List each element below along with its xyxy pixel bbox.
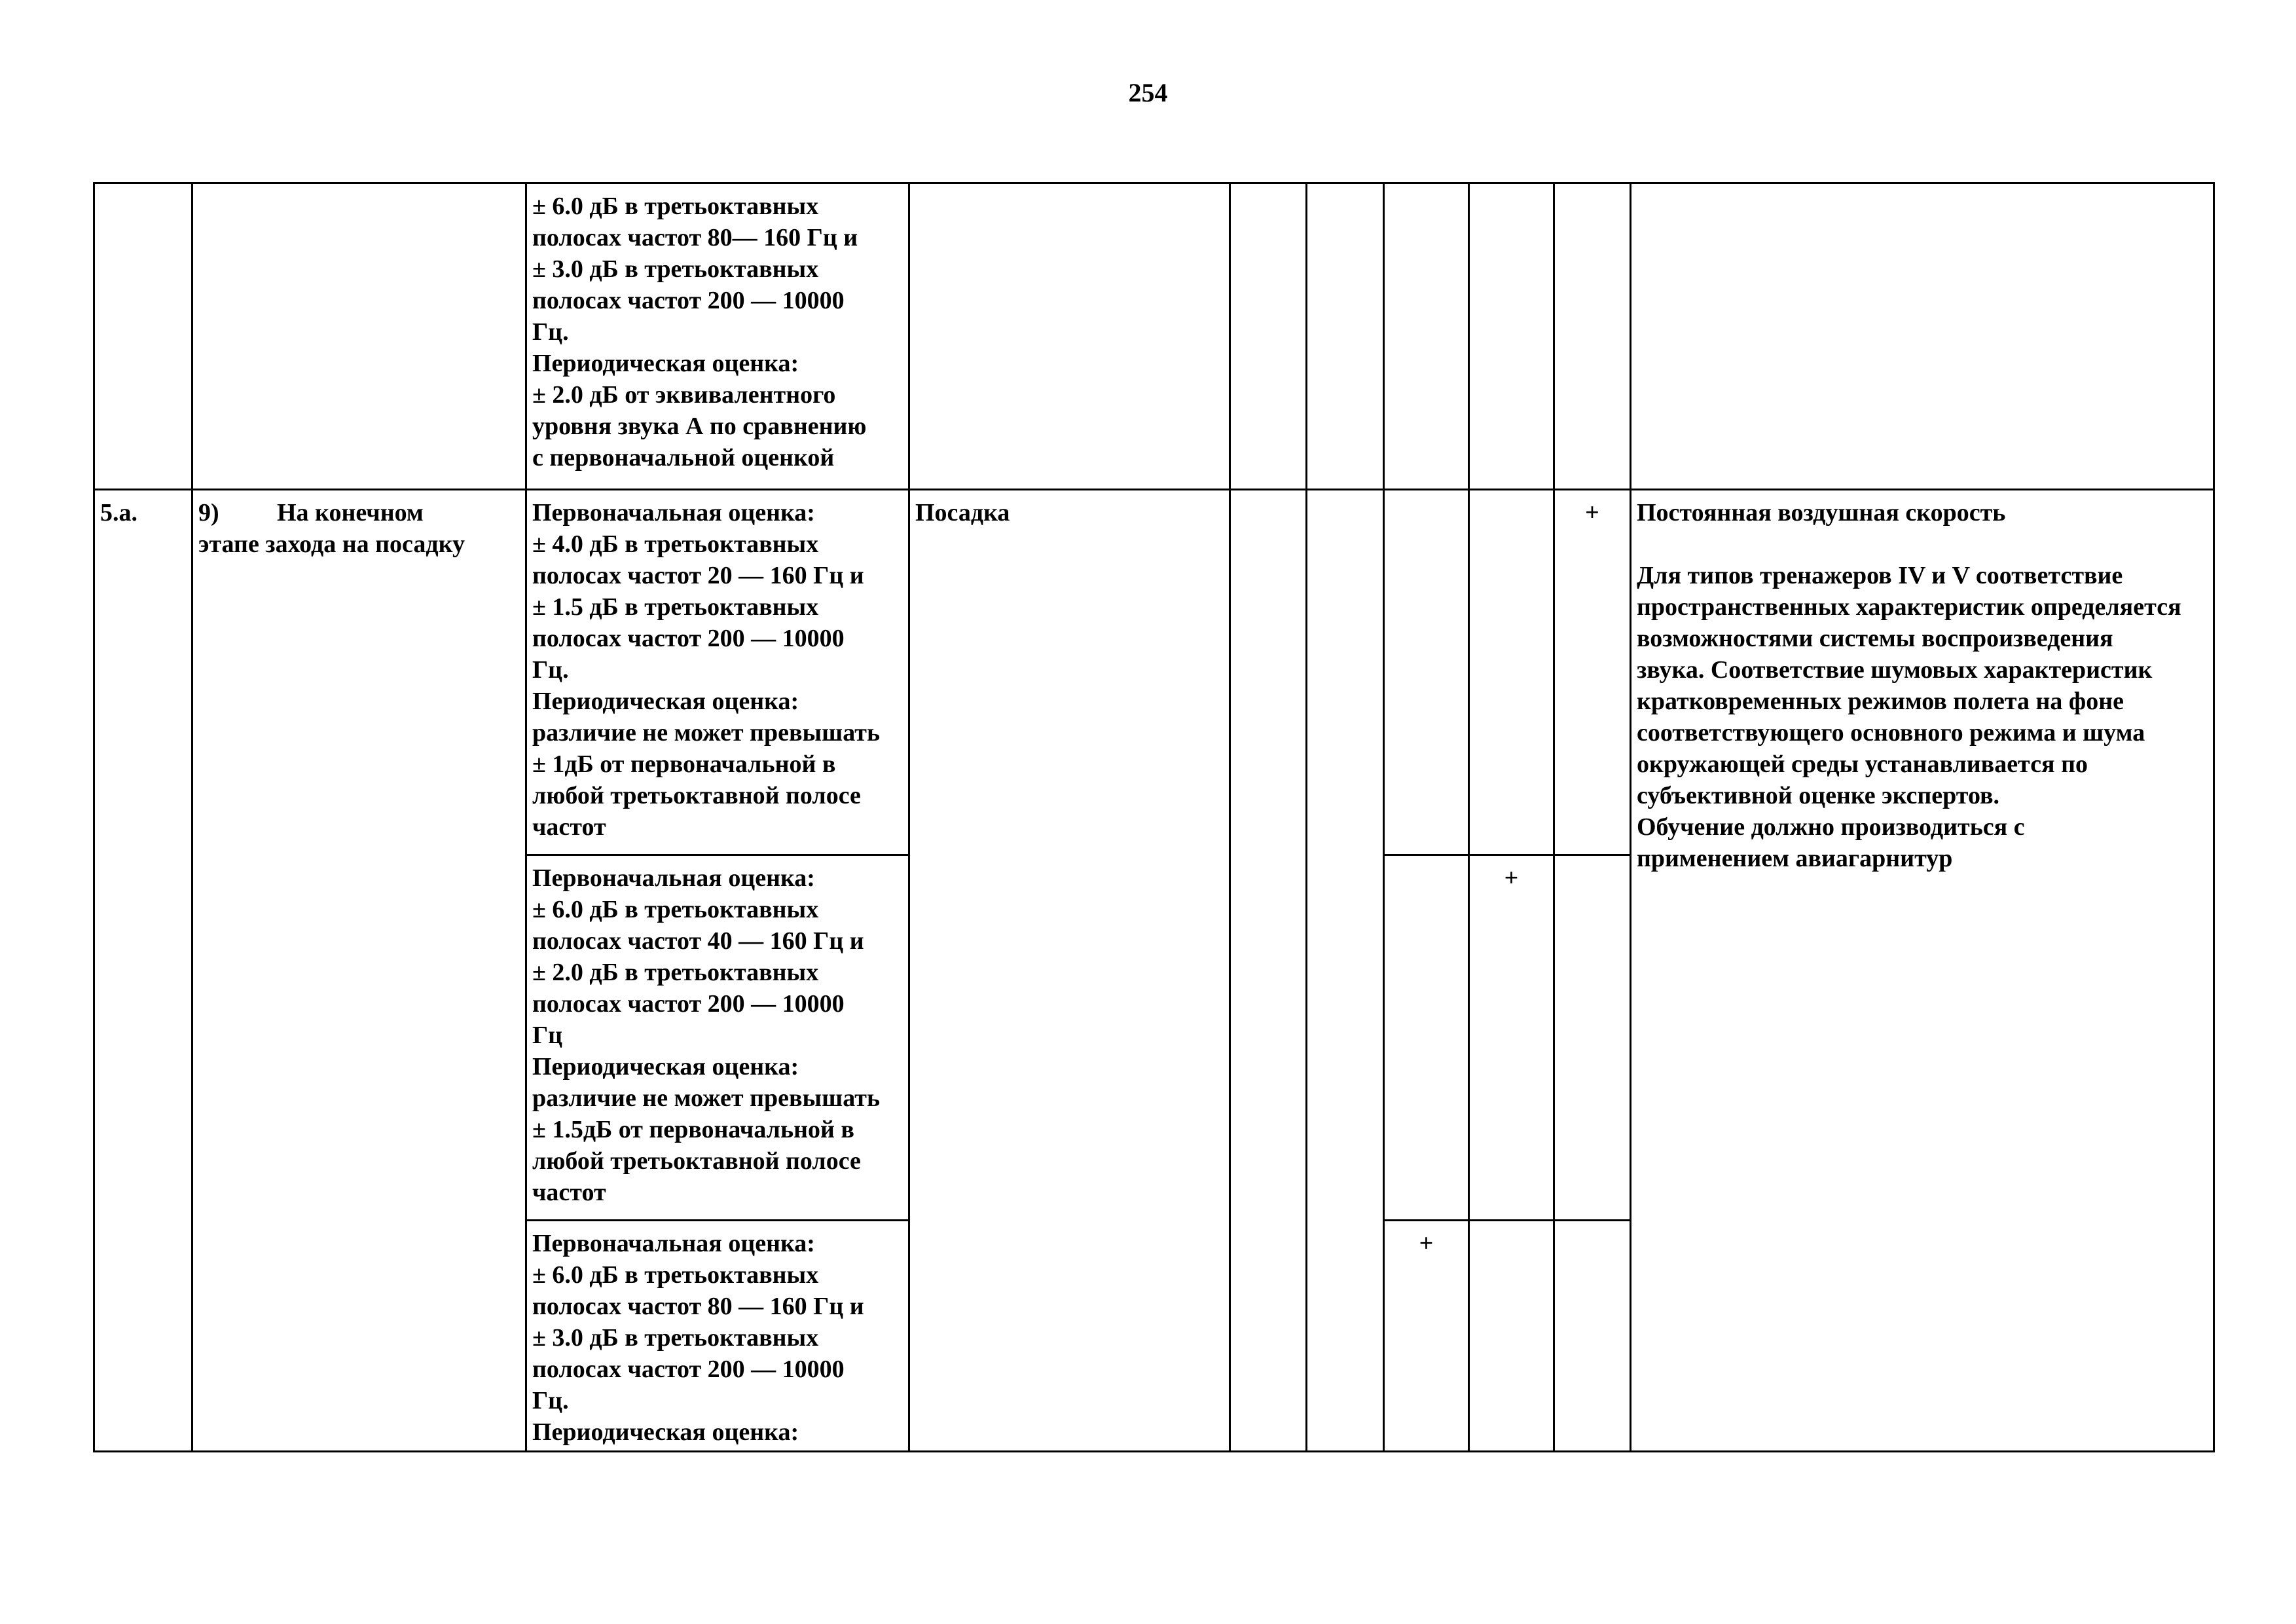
criteria-line: Гц. — [532, 1387, 569, 1414]
criteria-line: ± 1.5 дБ в третьоктавных — [532, 593, 819, 621]
type-column-5 — [1554, 183, 1631, 490]
type-mark-cell: + — [1554, 490, 1631, 855]
criteria-line: Гц. — [532, 656, 569, 684]
criteria-line: Периодическая оценка: — [532, 1418, 799, 1446]
criteria-line: различие не может превышать — [532, 1084, 881, 1112]
criteria-cell — [526, 855, 909, 1221]
item-text: На конечном — [277, 499, 424, 526]
criteria-line: уровня звука А по сравнению — [532, 413, 867, 440]
remarks-cell — [1631, 490, 2214, 1452]
type-column-3 — [1384, 183, 1469, 490]
criteria-line: полосах частот 200 — 10000 — [532, 990, 845, 1018]
remarks-line: применением авиагарнитур — [1637, 845, 1953, 872]
criteria-line: ± 6.0 дБ в третьоктавных — [532, 1261, 819, 1289]
criteria-line: любой третьоктавной полосе — [532, 782, 861, 809]
remarks-line: пространственных характеристик определяется — [1637, 593, 2181, 621]
criteria-line: ± 1дБ от первоначальной в — [532, 750, 836, 778]
criteria-cell — [526, 183, 909, 490]
table-row — [94, 490, 2214, 855]
criteria-line: ± 2.0 дБ от эквивалентного — [532, 381, 836, 409]
remarks-cell — [1631, 183, 2214, 490]
type-mark-cell: + — [1384, 1221, 1469, 1452]
criteria-line: частот — [532, 813, 606, 841]
remarks-line: окружающей среды устанавливается по — [1637, 750, 2088, 778]
criteria-line: Периодическая оценка: — [532, 688, 799, 715]
type-mark-cell: + — [1469, 855, 1554, 1221]
remarks-line: кратковременных режимов полета на фоне — [1637, 688, 2124, 715]
type-mark-cell — [1384, 855, 1469, 1221]
continuation-row — [94, 183, 2214, 490]
type-column-1 — [1230, 183, 1307, 490]
condition-cell — [909, 183, 1230, 490]
criteria-cell — [526, 490, 909, 855]
type-column-2 — [1307, 183, 1384, 490]
criteria-line: Периодическая оценка: — [532, 350, 799, 377]
type-column-1 — [1230, 490, 1307, 1452]
criteria-line: ± 2.0 дБ в третьоктавных — [532, 959, 819, 986]
criteria-line: полосах частот 80 — 160 Гц и — [532, 1293, 864, 1320]
criteria-line: ± 6.0 дБ в третьоктавных — [532, 896, 819, 923]
type-mark-cell — [1554, 1221, 1631, 1452]
item-title-line: этапе захода на посадку — [198, 530, 465, 558]
remarks-line: Обучение должно производиться с — [1637, 813, 2025, 841]
criteria-line: Первоначальная оценка: — [532, 1230, 815, 1257]
criteria-line: различие не может превышать — [532, 719, 881, 747]
item-number: 9) — [198, 499, 219, 526]
condition-cell: Посадка — [909, 490, 1230, 1452]
criteria-line: полосах частот 20 — 160 Гц и — [532, 562, 864, 589]
criteria-line: Периодическая оценка: — [532, 1053, 799, 1080]
criteria-line: полосах частот 200 — 10000 — [532, 625, 845, 652]
criteria-line: с первоначальной оценкой — [532, 444, 835, 471]
page-number: 254 — [1128, 78, 1168, 107]
item-cell — [192, 183, 526, 490]
type-mark-cell — [1384, 490, 1469, 855]
criteria-line: ± 6.0 дБ в третьоктавных — [532, 193, 819, 220]
criteria-line: ± 3.0 дБ в третьоктавных — [532, 255, 819, 283]
criteria-line: Гц. — [532, 318, 569, 346]
number-cell — [94, 183, 192, 490]
type-column-2 — [1307, 490, 1384, 1452]
criteria-line: частот — [532, 1179, 606, 1206]
criteria-line: Гц — [532, 1022, 563, 1049]
type-column-4 — [1469, 183, 1554, 490]
remarks-spacer — [1637, 528, 2208, 560]
criteria-line: полосах частот 200 — 10000 — [532, 287, 845, 314]
remarks-line: соответствующего основного режима и шума — [1637, 719, 2145, 747]
row-number: 5.a. — [94, 490, 192, 1452]
remarks-line: звука. Соответствие шумовых характеристик — [1637, 656, 2153, 684]
type-mark-cell — [1469, 1221, 1554, 1452]
criteria-line: ± 4.0 дБ в третьоктавных — [532, 530, 819, 558]
type-mark-cell — [1469, 490, 1554, 855]
type-mark-cell — [1554, 855, 1631, 1221]
criteria-cell — [526, 1221, 909, 1452]
criteria-line: Первоначальная оценка: — [532, 864, 815, 892]
remarks-line: субъективной оценке экспертов. — [1637, 782, 2000, 809]
item-title-line — [198, 497, 520, 528]
criteria-line: полосах частот 80— 160 Гц и — [532, 224, 858, 251]
criteria-line: ± 1.5дБ от первоначальной в — [532, 1116, 854, 1143]
criteria-line: Первоначальная оценка: — [532, 499, 815, 526]
remarks-line: Для типов тренажеров IV и V соответствие — [1637, 562, 2123, 589]
remarks-title: Постоянная воздушная скорость — [1637, 499, 2006, 526]
criteria-line: полосах частот 40 — 160 Гц и — [532, 927, 864, 955]
requirements-table — [93, 182, 2215, 1452]
remarks-line: возможностями системы воспроизведения — [1637, 625, 2113, 652]
criteria-line: полосах частот 200 — 10000 — [532, 1356, 845, 1383]
criteria-line: ± 3.0 дБ в третьоктавных — [532, 1324, 819, 1352]
item-cell — [192, 490, 526, 1452]
criteria-line: любой третьоктавной полосе — [532, 1147, 861, 1175]
